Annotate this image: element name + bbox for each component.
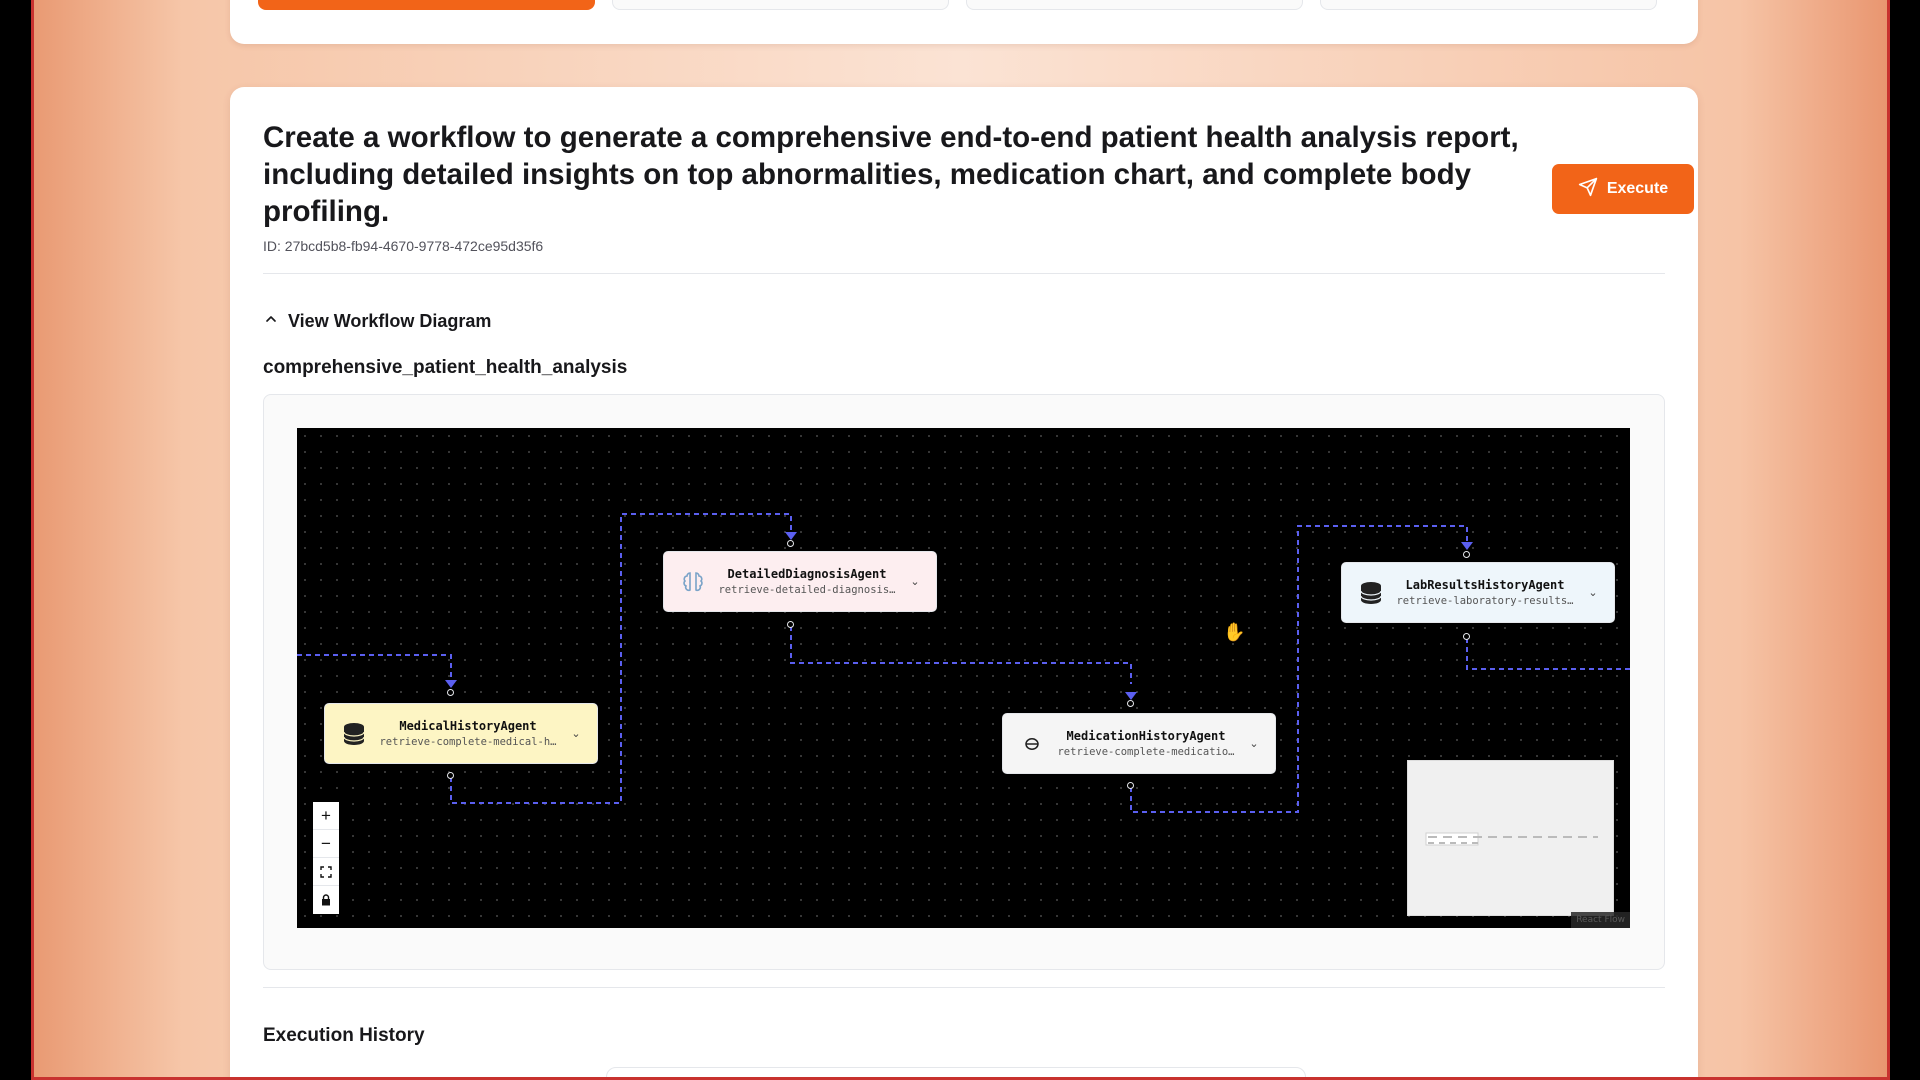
view-diagram-toggle[interactable]	[263, 311, 491, 332]
pill-icon	[1019, 731, 1045, 757]
brain-icon	[680, 569, 706, 595]
node-medical-history-agent[interactable]	[324, 703, 598, 764]
minimap-preview	[1408, 761, 1615, 917]
workflow-card	[230, 87, 1698, 1080]
node-output-handle[interactable]	[1463, 633, 1470, 640]
chevron-down-icon[interactable]: ⌄	[1249, 738, 1259, 750]
diagram-container	[263, 394, 1665, 970]
edge-in-medical	[297, 655, 451, 682]
fit-view-button[interactable]	[313, 858, 339, 886]
workflow-title: Create a workflow to generate a comprehensive end-to-end patient health analysis report, including detailed insights on top abnormalities, medication chart, and complete body profiling.	[263, 121, 1519, 228]
execute-button[interactable]	[1552, 164, 1694, 214]
node-detailed-diagnosis-agent[interactable]	[663, 551, 937, 612]
arrowhead	[785, 532, 797, 540]
arrowhead	[1125, 692, 1137, 700]
send-icon	[1578, 177, 1598, 202]
chevron-down-icon[interactable]: ⌄	[910, 576, 920, 588]
workflow-name: comprehensive_patient_health_analysis	[263, 357, 628, 378]
node-task: retrieve-complete-medicatio…	[1057, 746, 1235, 758]
execution-history-title: Execution History	[263, 1025, 425, 1046]
arrowhead	[1461, 542, 1473, 550]
node-input-handle[interactable]	[447, 689, 454, 696]
execution-history-panel	[606, 1067, 1306, 1080]
node-title: DetailedDiagnosisAgent	[727, 567, 887, 581]
edge-diagnosis-medication	[791, 626, 1131, 684]
node-title: MedicationHistoryAgent	[1066, 729, 1226, 743]
react-flow-attribution[interactable]: React Flow	[1571, 912, 1630, 928]
lock-button[interactable]	[313, 886, 339, 914]
node-task: retrieve-detailed-diagnosis…	[718, 584, 896, 596]
zoom-in-button[interactable]: +	[313, 802, 339, 830]
minimap[interactable]	[1407, 760, 1614, 916]
node-medication-history-agent[interactable]	[1002, 713, 1276, 774]
database-icon	[1358, 580, 1384, 606]
tab-2[interactable]	[612, 0, 949, 10]
database-icon	[341, 721, 367, 747]
arrowhead	[445, 680, 457, 688]
chevron-up-icon	[263, 311, 279, 332]
node-output-handle[interactable]	[447, 772, 454, 779]
node-title: LabResultsHistoryAgent	[1405, 578, 1565, 592]
node-task: retrieve-complete-medical-h…	[379, 736, 557, 748]
workflow-id: ID: 27bcd5b8-fb94-4670-9778-472ce95d35f6	[263, 238, 544, 254]
chevron-down-icon[interactable]: ⌄	[1588, 587, 1598, 599]
node-input-handle[interactable]	[787, 540, 794, 547]
toggle-label: View Workflow Diagram	[288, 311, 492, 331]
tab-4[interactable]	[1320, 0, 1657, 10]
edge-labresults-out	[1467, 638, 1630, 669]
section-divider	[263, 987, 1665, 988]
flow-canvas[interactable]	[297, 428, 1630, 928]
node-input-handle[interactable]	[1127, 700, 1134, 707]
node-output-handle[interactable]	[787, 621, 794, 628]
node-output-handle[interactable]	[1127, 782, 1134, 789]
header-divider	[263, 273, 1665, 274]
tab-active[interactable]	[258, 0, 595, 10]
node-input-handle[interactable]	[1463, 551, 1470, 558]
zoom-out-button[interactable]: −	[313, 830, 339, 858]
execute-label: Execute	[1606, 180, 1669, 197]
chevron-down-icon[interactable]: ⌄	[571, 728, 581, 740]
tab-3[interactable]	[966, 0, 1303, 10]
node-task: retrieve-laboratory-results…	[1396, 595, 1574, 607]
top-tabs-card	[230, 0, 1698, 44]
zoom-controls	[313, 802, 339, 914]
node-title: MedicalHistoryAgent	[399, 719, 537, 733]
app-background	[31, 0, 1890, 1080]
node-labresults-history-agent[interactable]	[1341, 562, 1615, 623]
hand-cursor-icon: ✋	[1223, 622, 1246, 642]
